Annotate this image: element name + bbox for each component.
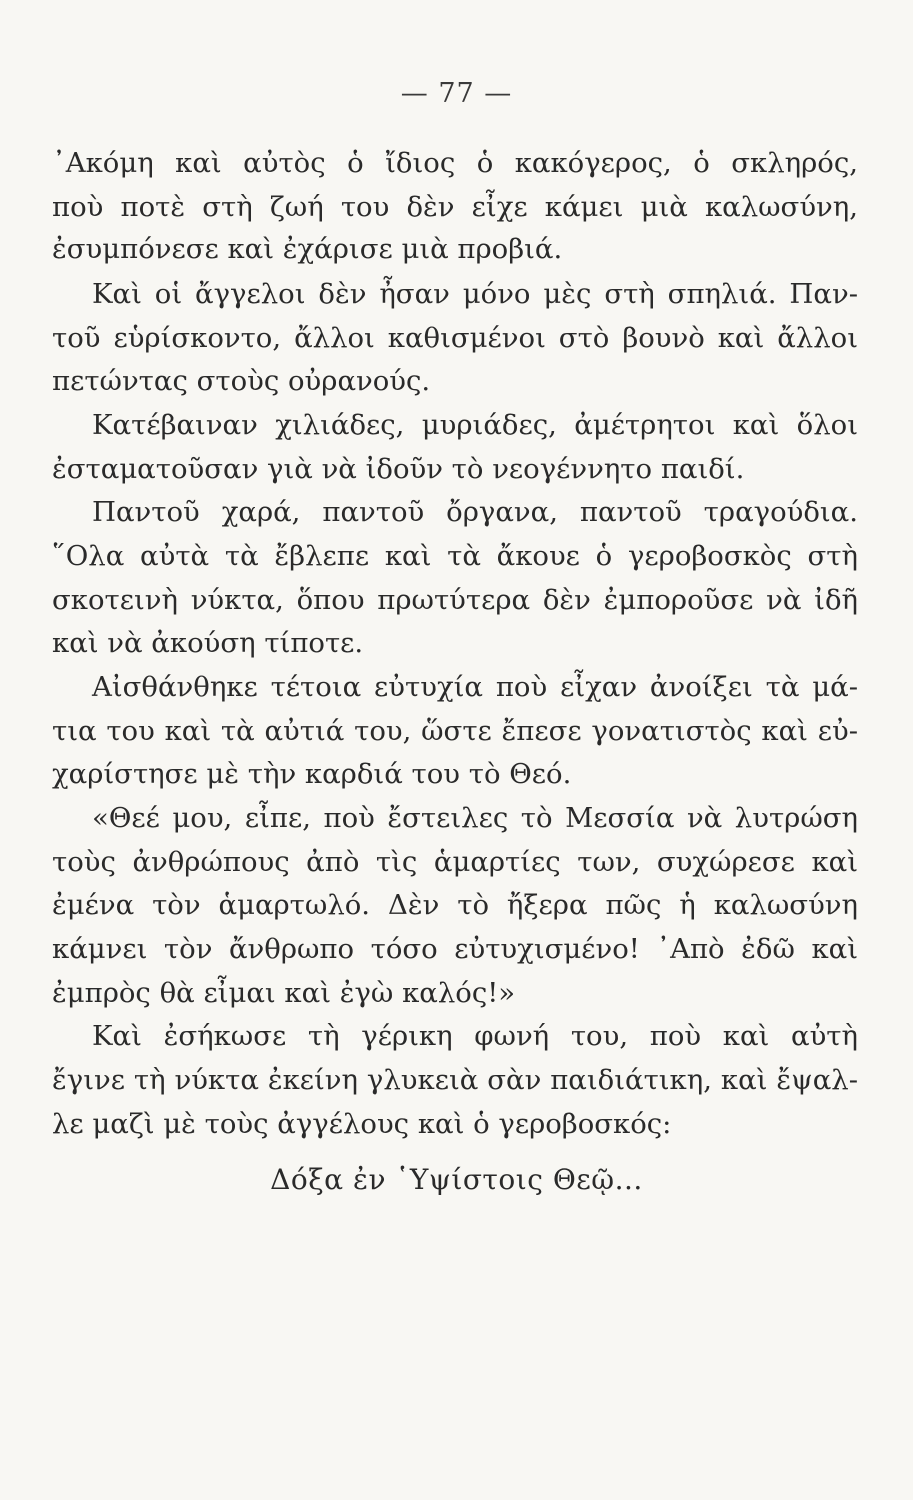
text-line: τοῦ εὑρίσκοντο, ἄλλοι καθισμένοι στὸ βουνὸ καὶ ἄλλοι — [52, 322, 858, 354]
text-line: ἔγινε τὴ νύκτα ἐκείνη γλυκειὰ σὰν παιδιάτικη, καὶ ἔψαλ- — [52, 1064, 858, 1096]
text-line: ᾿Ακόμη καὶ αὐτὸς ὁ ἴδιος ὁ κακόγερος, ὁ σκληρός, — [52, 147, 858, 179]
text-line: Καὶ οἱ ἄγγελοι δὲν ἦσαν μόνο μὲς στὴ σπηλιά. Παν- — [92, 278, 858, 310]
text-line: Αἰσθάνθηκε τέτοια εὐτυχία ποὺ εἶχαν ἀνοίξει τὰ μά- — [92, 671, 858, 703]
text-line: λε μαζὶ μὲ τοὺς ἀγγέλους καὶ ὁ γεροβοσκός: — [52, 1108, 672, 1140]
text-line: ἐμένα τὸν ἁμαρτωλό. Δὲν τὸ ἤξερα πῶς ἡ καλωσύνη — [52, 889, 858, 921]
text-line: ἐμπρὸς θὰ εἶμαι καὶ ἐγὼ καλός!» — [52, 977, 516, 1009]
text-line: ῞Ολα αὐτὰ τὰ ἔβλεπε καὶ τὰ ἄκουε ὁ γεροβοσκὸς στὴ — [52, 540, 858, 572]
text-line: «Θεέ μου, εἶπε, ποὺ ἔστειλες τὸ Μεσσία νὰ λυτρώση — [92, 802, 858, 834]
text-line: ἐσυμπόνεσε καὶ ἐχάρισε μιὰ προβιά. — [52, 233, 563, 265]
text-line: τια του καὶ τὰ αὐτιά του, ὥστε ἔπεσε γονατιστὸς καὶ εὐ- — [52, 715, 858, 747]
text-line: καὶ νὰ ἀκούση τίποτε. — [52, 627, 364, 659]
text-line: Παντοῦ χαρά, παντοῦ ὄργανα, παντοῦ τραγούδια. — [92, 496, 858, 528]
page-number: — 77 — — [400, 78, 513, 109]
text-line: ἐσταματοῦσαν γιὰ νὰ ἰδοῦν τὸ νεογέννητο παιδί. — [52, 453, 745, 485]
text-line: τοὺς ἀνθρώπους ἀπὸ τὶς ἁμαρτίες των, συχώρεσε καὶ — [52, 846, 858, 878]
text-line: χαρίστησε μὲ τὴν καρδιά του τὸ Θεό. — [52, 758, 572, 790]
closing-verse: Δόξα ἐν ῾Υψίστοις Θεῷ... — [270, 1163, 643, 1196]
text-line: Καὶ ἐσήκωσε τὴ γέρικη φωνή του, ποὺ καὶ αὐτὴ — [92, 1020, 858, 1052]
text-line: Κατέβαιναν χιλιάδες, μυριάδες, ἀμέτρητοι καὶ ὅλοι — [92, 409, 858, 441]
text-line: κάμνει τὸν ἄνθρωπο τόσο εὐτυχισμένο! ᾿Απὸ ἐδῶ καὶ — [52, 933, 858, 965]
text-line: ποὺ ποτὲ στὴ ζωή του δὲν εἶχε κάμει μιὰ καλωσύνη, — [52, 191, 858, 223]
text-line: πετώντας στοὺς οὐρανούς. — [52, 365, 431, 397]
text-line: σκοτεινὴ νύκτα, ὅπου πρωτύτερα δὲν ἐμποροῦσε νὰ ἰδῆ — [52, 584, 858, 616]
